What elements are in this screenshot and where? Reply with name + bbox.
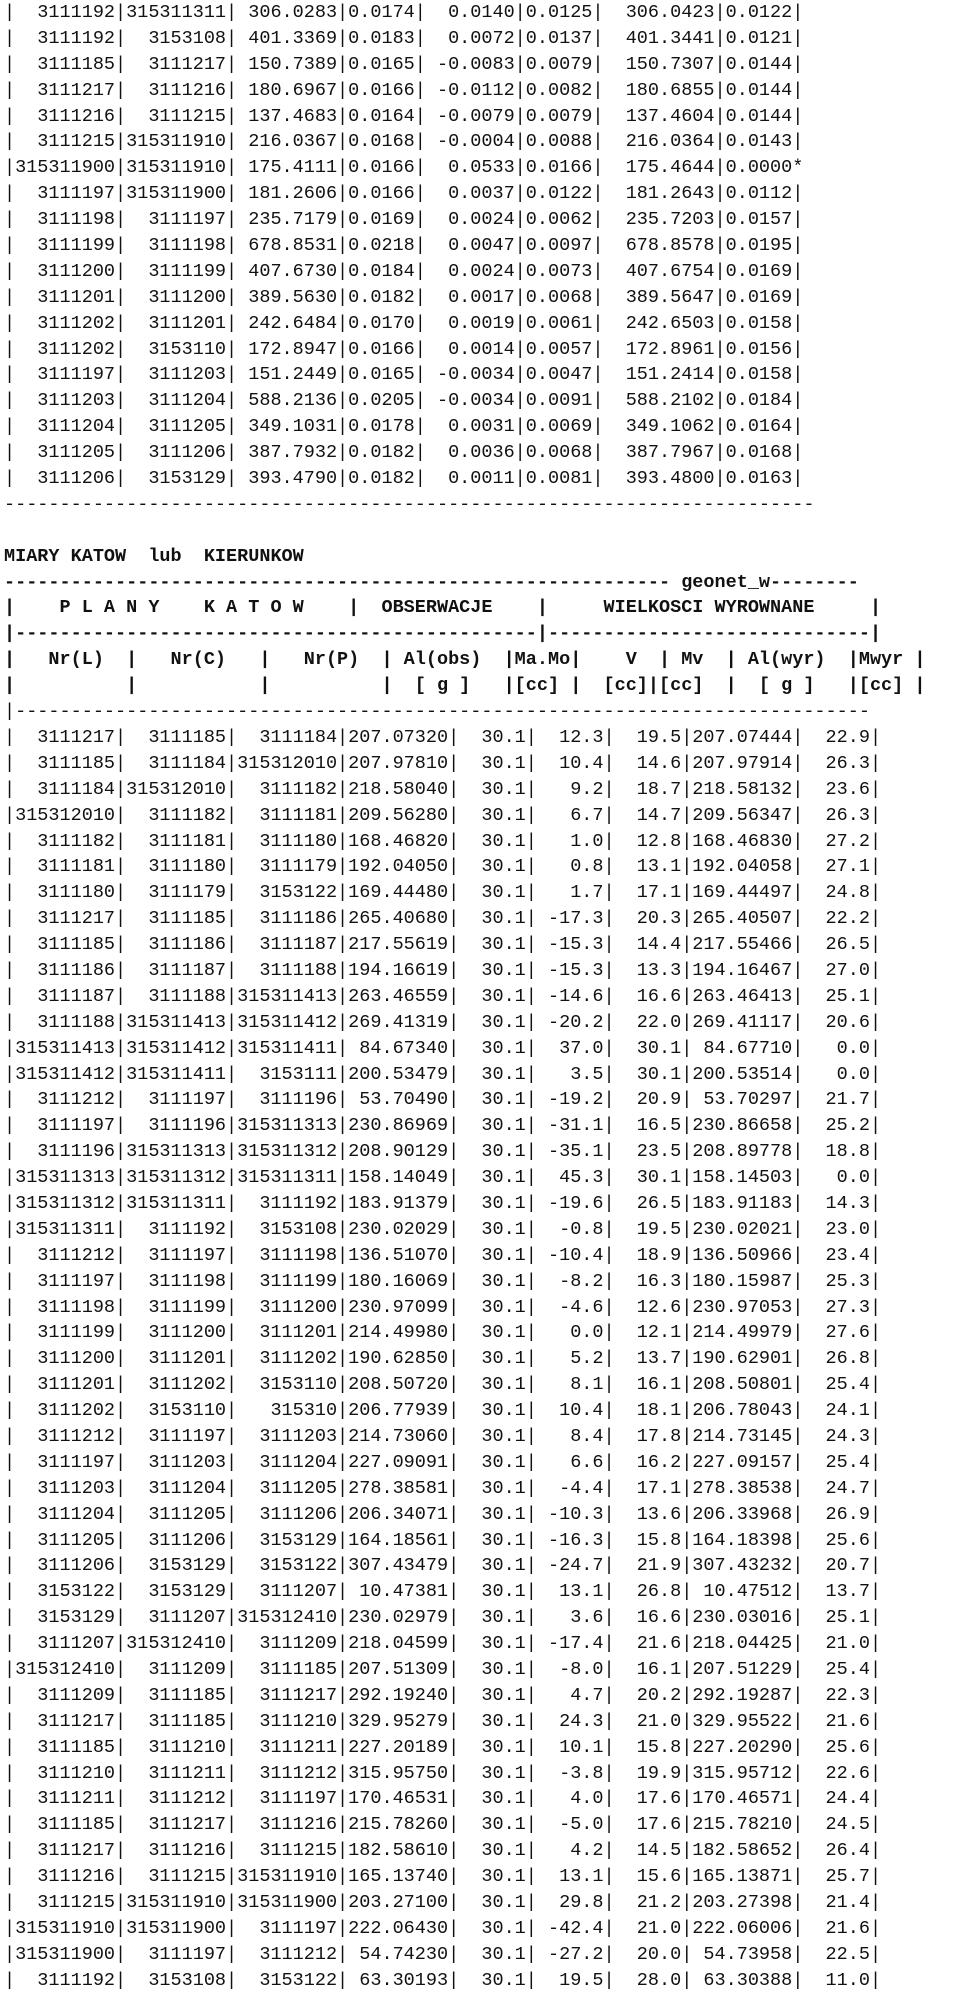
document-line: | 3111217| 3111185| 3111210|329.95279| 30.1| 24.3| 21.0|329.95522| 21.6| (4, 1710, 882, 1732)
document-line: | 3111205| 3111206| 3153129|164.18561| 30.1| -16.3| 15.8|164.18398| 25.6| (4, 1529, 882, 1551)
document-line: | 3111202| 3153110| 315310|206.77939| 30.1| 10.4| 18.1|206.78043| 24.1| (4, 1400, 882, 1422)
document-line: | 3111204| 3111205| 3111206|206.34071| 30.1| -10.3| 13.6|206.33968| 26.9| (4, 1503, 882, 1525)
document-line: | 3111185| 3111210| 3111211|227.20189| 30.1| 10.1| 15.8|227.20290| 25.6| (4, 1736, 882, 1758)
document-line: |315311312|315311311| 3111192|183.91379| 30.1| -19.6| 26.5|183.91183| 14.3| (4, 1192, 882, 1214)
document-line: | 3111199| 3111198| 678.8531|0.0218| 0.0047|0.0097| 678.8578|0.0195| (4, 235, 804, 257)
document-line: | 3111192| 3153108| 401.3369|0.0183| 0.0072|0.0137| 401.3441|0.0121| (4, 27, 804, 49)
document-line: | 3111200| 3111199| 407.6730|0.0184| 0.0024|0.0073| 407.6754|0.0169| (4, 260, 804, 282)
document-line: | 3111211| 3111212| 3111197|170.46531| 30.1| 4.0| 17.6|170.46571| 24.4| (4, 1788, 882, 1810)
document-line: | 3111181| 3111180| 3111179|192.04050| 30.1| 0.8| 13.1|192.04058| 27.1| (4, 856, 882, 878)
document-line: |315311910|315311900| 3111197|222.06430| 30.1| -42.4| 21.0|222.06006| 21.6| (4, 1917, 882, 1939)
document-line: |315311413|315311412|315311411| 84.67340| 30.1| 37.0| 30.1| 84.67710| 0.0| (4, 1037, 882, 1059)
document-line: | 3111202| 3153110| 172.8947|0.0166| 0.0014|0.0057| 172.8961|0.0156| (4, 338, 804, 360)
document-line: | 3111185| 3111217| 3111216|215.78260| 30.1| -5.0| 17.6|215.78210| 24.5| (4, 1814, 882, 1836)
document-line: | Nr(L) | Nr(C) | Nr(P) | Al(obs) |Ma.Mo| V | Mv | Al(wyr) |Mwyr | (4, 649, 926, 671)
document-line: | 3111206| 3153129| 393.4790|0.0182| 0.0011|0.0081| 393.4800|0.0163| (4, 468, 804, 490)
document-line: | 3111212| 3111197| 3111196| 53.70490| 30.1| -19.2| 20.9| 53.70297| 21.7| (4, 1089, 882, 1111)
document-line: | 3111197|315311900| 181.2606|0.0166| 0.0037|0.0122| 181.2643|0.0112| (4, 183, 804, 205)
document-line: ------------------------------------------------------------------------- (4, 493, 815, 515)
document-line: | 3111192|315311311| 306.0283|0.0174| 0.0140|0.0125| 306.0423|0.0122| (4, 2, 804, 23)
document-line: | 3111197| 3111203| 3111204|227.09091| 30.1| 6.6| 16.2|227.09157| 25.4| (4, 1451, 882, 1473)
document-line: | 3111216| 3111215| 137.4683|0.0164| -0.0079|0.0079| 137.4604|0.0144| (4, 105, 804, 127)
document-line: | 3111217| 3111216| 180.6967|0.0166| -0.0112|0.0082| 180.6855|0.0144| (4, 79, 804, 101)
document-line: | 3111216| 3111215|315311910|165.13740| 30.1| 13.1| 15.6|165.13871| 25.7| (4, 1866, 882, 1888)
document-line: |315312010| 3111182| 3111181|209.56280| 30.1| 6.7| 14.7|209.56347| 26.3| (4, 804, 882, 826)
document-line: | 3111180| 3111179| 3153122|169.44480| 30.1| 1.7| 17.1|169.44497| 24.8| (4, 882, 882, 904)
document-line: MIARY KATOW lub KIERUNKOW (4, 545, 304, 567)
document-line: | 3111182| 3111181| 3111180|168.46820| 30.1| 1.0| 12.8|168.46830| 27.2| (4, 830, 882, 852)
document-line: | 3111207|315312410| 3111209|218.04599| 30.1| -17.4| 21.6|218.04425| 21.0| (4, 1633, 882, 1655)
document-line: |315311900|315311910| 175.4111|0.0166| 0.0533|0.0166| 175.4644|0.0000* (4, 157, 804, 179)
document-line: | 3111198| 3111197| 235.7179|0.0169| 0.0024|0.0062| 235.7203|0.0157| (4, 209, 804, 231)
document-line: | 3111201| 3111202| 3153110|208.50720| 30.1| 8.1| 16.1|208.50801| 25.4| (4, 1374, 882, 1396)
document-line: | 3111184|315312010| 3111182|218.58040| 30.1| 9.2| 18.7|218.58132| 23.6| (4, 778, 882, 800)
document-line: | 3111197| 3111196|315311313|230.86969| 30.1| -31.1| 16.5|230.86658| 25.2| (4, 1115, 882, 1137)
document-line: | 3111212| 3111197| 3111198|136.51070| 30.1| -10.4| 18.9|136.50966| 23.4| (4, 1244, 882, 1266)
document-line: | 3111217| 3111216| 3111215|182.58610| 30.1| 4.2| 14.5|182.58652| 26.4| (4, 1840, 882, 1862)
document-line: |315311412|315311411| 3153111|200.53479| 30.1| 3.5| 30.1|200.53514| 0.0| (4, 1063, 882, 1085)
document-line: | 3111197| 3111203| 151.2449|0.0165| -0.0034|0.0047| 151.2414|0.0158| (4, 364, 804, 386)
document-line: | 3111186| 3111187| 3111188|194.16619| 30.1| -15.3| 13.3|194.16467| 27.0| (4, 959, 882, 981)
document-line (4, 518, 960, 544)
document-line: | 3111185| 3111217| 150.7389|0.0165| -0.0083|0.0079| 150.7307|0.0144| (4, 53, 804, 75)
document-line: | 3111217| 3111185| 3111184|207.07320| 30.1| 12.3| 19.5|207.07444| 22.9| (4, 726, 882, 748)
document-line: | 3153122| 3153129| 3111207| 10.47381| 30.1| 13.1| 26.8| 10.47512| 13.7| (4, 1581, 882, 1603)
document-line: | 3111209| 3111185| 3111217|292.19240| 30.1| 4.7| 20.2|292.19287| 22.3| (4, 1684, 882, 1706)
document-line: |315312410| 3111209| 3111185|207.51309| 30.1| -8.0| 16.1|207.51229| 25.4| (4, 1659, 882, 1680)
document-line: | 3111200| 3111201| 3111202|190.62850| 30.1| 5.2| 13.7|190.62901| 26.8| (4, 1348, 882, 1370)
document-line: | 3111202| 3111201| 242.6484|0.0170| 0.0019|0.0061| 242.6503|0.0158| (4, 312, 804, 334)
document-line: | 3111204| 3111205| 349.1031|0.0178| 0.0031|0.0069| 349.1062|0.0164| (4, 416, 804, 438)
document-line: | 3111215|315311910|315311900|203.27100| 30.1| 29.8| 21.2|203.27398| 21.4| (4, 1892, 882, 1914)
document-line: | 3111217| 3111185| 3111186|265.40680| 30.1| -17.3| 20.3|265.40507| 22.2| (4, 908, 882, 930)
document-line: | 3111205| 3111206| 387.7932|0.0182| 0.0036|0.0068| 387.7967|0.0168| (4, 442, 804, 464)
document-line: | P L A N Y K A T O W | OBSERWACJE | WIELKOSCI WYROWNANE | (4, 597, 882, 619)
document-line: | 3111203| 3111204| 588.2136|0.0205| -0.0034|0.0091| 588.2102|0.0184| (4, 390, 804, 412)
document-line: ------------------------------------------------------------ geonet_w-------- (4, 571, 859, 593)
document-line: | 3111206| 3153129| 3153122|307.43479| 30.1| -24.7| 21.9|307.43232| 20.7| (4, 1555, 882, 1577)
document-line: | 3111187| 3111188|315311413|263.46559| 30.1| -14.6| 16.6|263.46413| 25.1| (4, 985, 882, 1007)
document-line: |----------------------------------------------------------------------------- (4, 701, 870, 723)
document-line: | | | | [ g ] |[cc] | [cc]|[cc] | [ g ] |[cc] | (4, 675, 926, 697)
document-line: |315311313|315311312|315311311|158.14049| 30.1| 45.3| 30.1|158.14503| 0.0| (4, 1167, 882, 1189)
document-line: | 3111185| 3111184|315312010|207.97810| 30.1| 10.4| 14.6|207.97914| 26.3| (4, 752, 882, 774)
document-line: | 3111212| 3111197| 3111203|214.73060| 30.1| 8.4| 17.8|214.73145| 24.3| (4, 1425, 882, 1447)
document-line: | 3111210| 3111211| 3111212|315.95750| 30.1| -3.8| 19.9|315.95712| 22.6| (4, 1762, 882, 1784)
document-line: |-----------------------------------------------|-----------------------------| (4, 623, 882, 645)
document-line: | 3111188|315311413|315311412|269.41319| 30.1| -20.2| 22.0|269.41117| 20.6| (4, 1011, 882, 1033)
document-line: | 3111201| 3111200| 389.5630|0.0182| 0.0017|0.0068| 389.5647|0.0169| (4, 286, 804, 308)
document-line: |315311900| 3111197| 3111212| 54.74230| 30.1| -27.2| 20.0| 54.73958| 22.5| (4, 1943, 882, 1965)
document-line: | 3111192| 3153108| 3153122| 63.30193| 30.1| 19.5| 28.0| 63.30388| 11.0| (4, 1969, 882, 1991)
document-line: | 3111185| 3111186| 3111187|217.55619| 30.1| -15.3| 14.4|217.55466| 26.5| (4, 934, 882, 956)
document-line: | 3111199| 3111200| 3111201|214.49980| 30.1| 0.0| 12.1|214.49979| 27.6| (4, 1322, 882, 1344)
document-line: | 3111197| 3111198| 3111199|180.16069| 30.1| -8.2| 16.3|180.15987| 25.3| (4, 1270, 882, 1292)
document-line: | 3111198| 3111199| 3111200|230.97099| 30.1| -4.6| 12.6|230.97053| 27.3| (4, 1296, 882, 1318)
document-line: | 3153129| 3111207|315312410|230.02979| 30.1| 3.6| 16.6|230.03016| 25.1| (4, 1607, 882, 1629)
document-line: | 3111203| 3111204| 3111205|278.38581| 30.1| -4.4| 17.1|278.38538| 24.7| (4, 1477, 882, 1499)
document-line: | 3111215|315311910| 216.0367|0.0168| -0.0004|0.0088| 216.0364|0.0143| (4, 131, 804, 153)
document-line: |315311311| 3111192| 3153108|230.02029| 30.1| -0.8| 19.5|230.02021| 23.0| (4, 1218, 882, 1240)
document-line: | 3111196|315311313|315311312|208.90129| 30.1| -35.1| 23.5|208.89778| 18.8| (4, 1141, 882, 1163)
